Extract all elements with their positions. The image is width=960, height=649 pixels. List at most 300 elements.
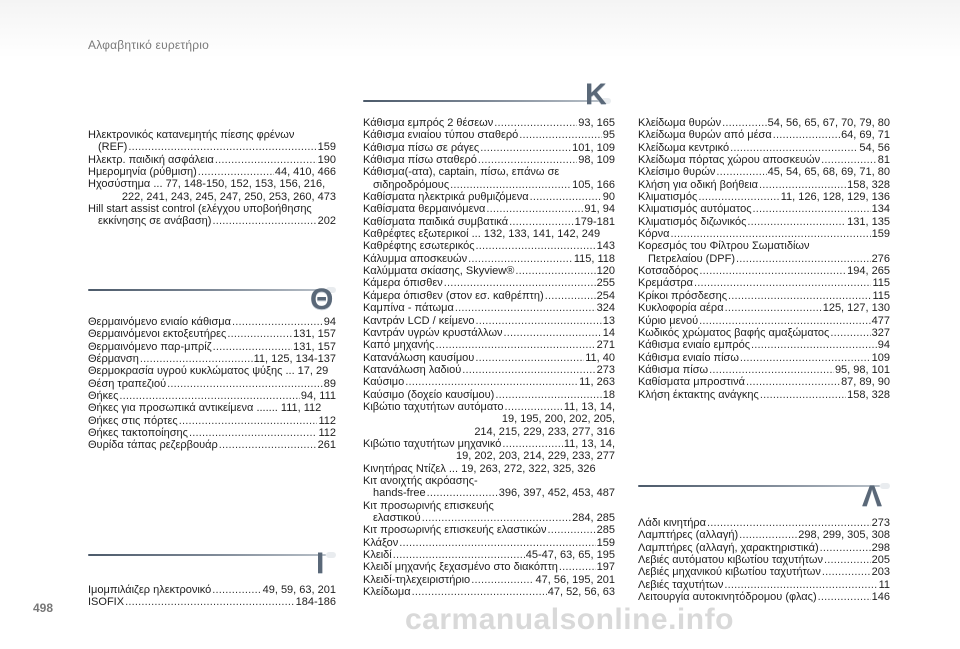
index-entry-pages: 11, 13, 14, <box>563 400 615 413</box>
index-entry <box>363 574 615 586</box>
dot-leader <box>773 129 840 141</box>
index-entry-pages: 11 <box>878 578 890 591</box>
index-entry-term: Κάθισμα πίσω σταθερό <box>363 154 477 167</box>
index-entry <box>363 253 615 265</box>
index-list-eta <box>88 129 336 228</box>
index-entry-pages: 89 <box>323 377 336 390</box>
index-entry-term: Καθίσματα ηλεκτρικά ρυθμιζόμενα <box>363 191 529 204</box>
dot-leader <box>670 228 870 240</box>
watermark: carmanualsonline.info <box>405 603 734 636</box>
index-entry-term: Κιβώτιο ταχυτήτων αυτόματο <box>363 400 504 413</box>
index-entry <box>363 426 615 438</box>
index-entry-term: 222, 241, 243, 245, 247, 250, 253, 260, 473 <box>121 190 336 203</box>
index-entry-term: Ηχοσύστημα ... 77, 148-150, 152, 153, 156, 216, <box>88 178 326 191</box>
dot-leader <box>760 389 846 401</box>
index-entry-term: Κάθισμα ενιαίου τύπου σταθερό <box>363 129 519 142</box>
dot-leader <box>822 566 871 578</box>
index-entry-pages: 159 <box>317 141 336 154</box>
dot-leader <box>820 542 871 554</box>
index-entry-pages: 324 <box>596 302 615 315</box>
index-entry-term: Κρίκοι πρόσδεσης <box>638 289 728 302</box>
index-entry-pages: 98, 109 <box>578 154 615 167</box>
index-entry-term: Λεβιές μηχανικού κιβωτίου ταχυτήτων <box>638 566 821 579</box>
index-entry-pages: 179-181 <box>574 215 615 228</box>
index-entry-pages: 54, 56, 65, 67, 70, 79, 80 <box>767 117 890 129</box>
dot-leader <box>724 579 877 591</box>
index-entry-term: Κιτ ανοιχτής ακρόασης- <box>363 474 478 487</box>
index-entry-term: Κλείδωμα πόρτας χώρου αποσκευών <box>638 154 821 167</box>
dot-leader <box>694 277 872 289</box>
index-entry-pages: 205 <box>871 554 890 567</box>
index-entry <box>638 302 890 314</box>
index-entry <box>88 141 336 153</box>
index-entry-term: Κλιματισμός <box>638 191 698 204</box>
dot-leader <box>716 166 766 178</box>
index-entry <box>363 586 615 598</box>
index-entry-pages: 109 <box>871 351 890 364</box>
index-entry <box>363 302 615 314</box>
index-entry <box>638 277 890 289</box>
section-rule-lambda <box>638 483 890 489</box>
index-entry-term: Κλειδί μηχανής ξεχασμένο στο διακόπτη <box>363 561 558 574</box>
index-entry <box>363 129 615 141</box>
dot-leader <box>495 389 601 401</box>
index-entry-pages: 298 <box>871 541 890 554</box>
index-entry-pages: 261 <box>317 439 336 452</box>
index-entry <box>88 191 336 203</box>
index-entry <box>363 376 615 388</box>
index-entry <box>88 427 336 439</box>
index-entry <box>638 179 890 191</box>
dot-leader <box>545 290 596 302</box>
index-entry <box>363 413 615 425</box>
index-entry <box>88 390 336 402</box>
index-entry-term: Κοτσαδόρος <box>638 265 699 278</box>
section-rule-theta <box>88 287 336 293</box>
index-entry-term: Κατανάλωση καυσίμου <box>363 351 475 364</box>
index-entry <box>638 339 890 351</box>
index-entry-term: Κάθισμα πίσω <box>638 363 709 376</box>
index-entry-pages: 11, 125, 134-137 <box>253 353 336 366</box>
page-header-title: Αλφαβητικό ευρετήριο <box>88 38 210 52</box>
index-entry-pages: 115 <box>872 289 890 302</box>
index-entry-term: Θήκες τακτοποίησης <box>88 427 188 440</box>
dot-leader <box>444 277 596 289</box>
dot-leader <box>699 265 846 277</box>
index-entry-term: Κλάξον <box>363 536 399 549</box>
index-entry-term: σιδηροδρόμους <box>373 178 450 191</box>
index-entry-term: εκκίνησης σε ανάβαση) <box>98 215 212 228</box>
index-entry-term: Κάθισμα ενιαίο εμπρός <box>638 339 750 352</box>
index-entry-pages: 254 <box>596 289 615 302</box>
dot-leader <box>759 179 846 191</box>
index-entry <box>363 401 615 413</box>
index-entry <box>88 178 336 190</box>
index-entry-pages: 131, 157 <box>293 340 336 353</box>
dot-leader <box>140 353 253 365</box>
index-entry <box>363 228 615 240</box>
index-entry <box>638 554 890 566</box>
index-entry-term: Κάθισμα εμπρός 2 θέσεων <box>363 117 494 129</box>
index-list-theta <box>88 316 336 452</box>
index-entry-term: Κυκλοφορία αέρα <box>638 302 724 315</box>
index-list-iota <box>88 584 336 609</box>
index-entry-term: Κιτ προσωρινής επισκευής <box>363 499 494 512</box>
dot-leader <box>119 390 300 402</box>
index-entry <box>363 142 615 154</box>
dot-leader <box>167 378 323 390</box>
dot-leader <box>709 364 834 376</box>
index-entry-pages: 131, 135 <box>847 215 890 228</box>
index-entry-term: Κλείδωμα θυρών <box>638 117 722 129</box>
index-entry-term: Κιβώτιο ταχυτήτων μηχανικό <box>363 437 502 450</box>
dot-leader <box>746 376 840 388</box>
index-entry-term: (REF) <box>98 141 128 154</box>
index-entry <box>638 216 890 228</box>
index-entry-pages: 131, 157 <box>293 328 336 341</box>
index-entry-term: Καθίσματα θερμαινόμενα <box>363 203 486 216</box>
index-entry-pages: 255 <box>596 277 615 290</box>
index-entry-term: Λάδι κινητήρα <box>638 517 706 529</box>
index-entry-term: Κάθισμα πίσω σε ράγες <box>363 141 480 154</box>
dot-leader <box>227 328 292 340</box>
dot-leader <box>393 549 525 561</box>
index-entry <box>363 352 615 364</box>
dot-leader <box>427 487 498 499</box>
index-entry-term: Ηλεκτρονικός κατανεμητής πίεσης φρένων <box>88 129 295 141</box>
dot-leader <box>821 154 877 166</box>
index-entry-pages: 87, 89, 90 <box>841 376 890 389</box>
dot-leader <box>480 142 571 154</box>
index-entry-term: Καθρέφτες εξωτερικοί ... 132, 133, 141, 142, 249 <box>363 228 601 241</box>
dot-leader <box>739 529 797 541</box>
index-entry-term: Λειτουργία αυτοκινητόδρομου (φλας) <box>638 591 817 604</box>
index-entry-pages: 13 <box>602 314 615 327</box>
index-entry <box>363 191 615 203</box>
dot-leader <box>215 154 317 166</box>
index-entry-pages: 159 <box>871 228 890 241</box>
index-entry <box>638 129 890 141</box>
index-entry-pages: 327 <box>871 326 890 339</box>
index-entry <box>88 378 336 390</box>
index-entry-pages: 94, 111 <box>300 390 336 403</box>
index-entry-term: Καθίσματα παιδικά συμβατικά <box>363 215 509 228</box>
index-entry <box>363 216 615 228</box>
index-entry-pages: 285 <box>596 524 615 537</box>
index-entry <box>363 537 615 549</box>
index-entry <box>363 327 615 339</box>
index-entry-pages: 95 <box>602 129 615 142</box>
index-entry <box>363 117 615 129</box>
index-entry-term: Λαμπτήρες (αλλαγή) <box>638 529 739 542</box>
index-entry-pages: 115 <box>872 277 890 290</box>
index-entry-term: Καντράν LCD / κείμενο <box>363 314 475 327</box>
index-entry-term: Ιμομπιλάιζερ ηλεκτρονικό <box>88 584 212 596</box>
index-entry <box>88 316 336 328</box>
dot-leader <box>476 240 596 252</box>
dot-leader <box>736 253 871 265</box>
dot-leader <box>198 166 274 178</box>
index-entry-term: Κλήση έκτακτης ανάγκης <box>638 388 759 401</box>
dot-leader <box>707 517 871 529</box>
index-entry <box>638 579 890 591</box>
index-entry-pages: 90 <box>602 191 615 204</box>
dot-leader <box>547 524 595 536</box>
index-entry <box>363 240 615 252</box>
index-entry <box>638 253 890 265</box>
index-entry-pages: 112 <box>318 414 336 427</box>
index-entry-term: Κλείδωμα <box>363 586 411 599</box>
index-entry <box>638 591 890 603</box>
index-entry-term: Κάμερα όπισθεν (στον εσ. καθρέπτη) <box>363 289 544 302</box>
index-entry-term: Θέρμανση <box>88 353 139 366</box>
dot-leader <box>455 302 596 314</box>
index-entry-term: ελαστικού <box>373 512 421 524</box>
index-entry <box>638 529 890 541</box>
index-entry-term: Κάθισμα ενιαίο πίσω <box>638 351 739 364</box>
index-entry <box>363 561 615 573</box>
index-entry-term: ISOFIX <box>88 596 125 609</box>
dot-leader <box>399 537 595 549</box>
index-entry <box>638 191 890 203</box>
index-entry-pages: 273 <box>596 363 615 376</box>
index-entry-pages: 203 <box>871 566 890 579</box>
index-entry-term: Καύσιμο <box>363 376 405 389</box>
index-entry-term: Λεβιές αυτόματου κιβωτίου ταχυτήτων <box>638 554 823 567</box>
dot-leader <box>530 191 602 203</box>
index-entry-pages: 158, 328 <box>847 178 890 191</box>
index-entry <box>363 500 615 512</box>
dot-leader <box>412 586 547 598</box>
index-entry <box>88 203 336 215</box>
index-entry <box>88 365 336 377</box>
index-entry <box>363 315 615 327</box>
index-entry-pages: 477 <box>871 314 890 327</box>
index-entry-pages: 105, 166 <box>572 178 615 191</box>
dot-leader <box>232 316 323 328</box>
index-entry-term: Κλιματισμός αυτόματος <box>638 203 752 216</box>
index-entry-pages: 159 <box>596 536 615 549</box>
index-entry-pages: 44, 410, 466 <box>274 166 336 179</box>
section-letter-theta: Θ <box>310 283 334 316</box>
dot-leader <box>725 302 822 314</box>
dot-leader <box>515 265 595 277</box>
index-entry-pages: 91, 94 <box>584 203 615 216</box>
index-entry-pages: 125, 127, 130 <box>822 302 890 315</box>
index-entry-term: Ηλεκτρ. παιδική ασφάλεια <box>88 153 214 166</box>
dot-leader <box>698 191 779 203</box>
index-entry-pages: 115, 118 <box>573 252 615 265</box>
index-entry-term: Θήκες <box>88 390 119 403</box>
dot-leader <box>212 215 316 227</box>
index-entry <box>88 166 336 178</box>
index-entry-pages: 112 <box>318 427 336 440</box>
index-entry-term: Καλύμματα σκίασης, Skyview® <box>363 265 515 278</box>
index-entry <box>638 117 890 129</box>
index-entry-term: Καθίσματα μπροστινά <box>638 376 745 389</box>
index-entry <box>363 512 615 524</box>
index-entry <box>638 389 890 401</box>
index-entry-term: Κωδικός χρώματος βαφής αμαξώματος <box>638 326 830 339</box>
index-entry <box>638 166 890 178</box>
index-entry <box>638 542 890 554</box>
dot-leader <box>478 154 577 166</box>
index-entry-pages: 120 <box>596 265 615 278</box>
dot-leader <box>213 341 293 353</box>
index-entry <box>88 341 336 353</box>
dot-leader <box>475 315 601 327</box>
index-entry-pages: 94 <box>877 339 890 352</box>
index-entry <box>363 166 615 178</box>
dot-leader <box>747 216 846 228</box>
index-entry-pages: 11, 40 <box>585 351 615 364</box>
index-entry <box>88 584 336 596</box>
index-entry-pages: 18 <box>602 388 615 401</box>
dot-leader <box>519 129 602 141</box>
index-entry-pages: 54, 56 <box>859 141 890 154</box>
index-entry-pages: 273 <box>871 517 890 529</box>
dot-leader <box>475 352 584 364</box>
dot-leader <box>212 584 261 596</box>
index-entry <box>638 352 890 364</box>
page-number: 498 <box>33 601 54 615</box>
index-entry-term: Ημερομηνία (ρύθμιση) <box>88 166 197 179</box>
index-entry <box>88 154 336 166</box>
index-entry <box>638 290 890 302</box>
index-entry <box>363 290 615 302</box>
index-entry-pages: 11, 13, 14, <box>563 437 615 450</box>
index-entry-term: Κιτ προσωρινής επισκευής ελαστικών <box>363 524 547 537</box>
index-entry-term: 19, 195, 200, 202, 205, <box>501 413 615 426</box>
index-entry-pages: 49, 59, 63, 201 <box>262 584 336 596</box>
index-entry-pages: 284, 285 <box>572 512 615 524</box>
section-letter-lambda: Λ <box>862 480 883 513</box>
index-entry-term: Κλειδί <box>363 549 392 562</box>
dot-leader <box>509 216 573 228</box>
index-entry-pages: 134 <box>871 203 890 216</box>
index-entry-pages: 143 <box>596 240 615 253</box>
index-entry <box>363 265 615 277</box>
index-entry <box>88 129 336 141</box>
index-entry-term: Κάλυμμα αποσκευών <box>363 252 468 265</box>
index-entry-term: Κλείδωμα θυρών από μέσα <box>638 129 772 142</box>
index-entry <box>363 339 615 351</box>
section-letter-iota: Ι <box>316 547 325 580</box>
dot-leader <box>699 315 871 327</box>
index-entry <box>638 228 890 240</box>
index-entry-pages: 95, 98, 101 <box>834 363 890 376</box>
index-entry-pages: 101, 109 <box>572 141 615 154</box>
index-entry-term: Κλήση για οδική βοήθεια <box>638 178 759 191</box>
index-entry-term: 19, 202, 203, 214, 229, 233, 277 <box>455 450 615 463</box>
index-entry <box>363 154 615 166</box>
index-entry-pages: 64, 69, 71 <box>841 129 890 142</box>
dot-leader <box>502 438 562 450</box>
index-entry-term: Καθρέφτης εσωτερικός <box>363 240 475 253</box>
dot-leader <box>128 141 316 153</box>
dot-leader <box>422 512 571 524</box>
index-entry <box>638 265 890 277</box>
index-entry <box>363 475 615 487</box>
index-entry-pages: 47, 52, 56, 63 <box>547 586 615 599</box>
index-entry-term: Hill start assist control (ελέγχου υποβοήθησης <box>88 203 312 216</box>
dot-leader <box>179 415 318 427</box>
index-entry-pages: 94 <box>323 316 336 328</box>
index-entry <box>638 376 890 388</box>
index-entry-term: Θερμοκρασία υγρού κυκλώματος ψύξης ... 17, 29 <box>88 365 329 378</box>
dot-leader <box>468 253 573 265</box>
index-entry <box>638 327 890 339</box>
index-entry-term: Καντράν υγρών κρυστάλλων <box>363 326 503 339</box>
dot-leader <box>559 561 596 573</box>
index-entry-term: Κλιματισμός διζωνικός <box>638 215 747 228</box>
dot-leader <box>722 117 767 129</box>
index-entry-term: Κατανάλωση λαδιού <box>363 363 462 376</box>
index-entry <box>363 549 615 561</box>
index-entry <box>363 463 615 475</box>
index-entry-term: Κλείσιμο θυρών <box>638 166 716 179</box>
index-entry-term: Κάμερα όπισθεν <box>363 277 443 290</box>
dot-leader <box>824 554 871 566</box>
index-entry <box>638 240 890 252</box>
index-entry-pages: 202 <box>317 215 336 228</box>
index-entry-term: Κύριο μενού <box>638 314 699 327</box>
dot-leader <box>471 574 534 586</box>
index-entry-pages: 11, 126, 128, 129, 136 <box>780 191 890 204</box>
index-entry <box>363 487 615 499</box>
index-entry-term: Κλείδωμα κεντρικό <box>638 141 730 154</box>
index-entry-term: Θερμαινόμενο ενιαίο κάθισμα <box>88 316 231 328</box>
index-entry-term: Κλειδί-τηλεχειριστήριο <box>363 573 471 586</box>
index-entry-pages: 298, 299, 305, 308 <box>798 529 890 542</box>
dot-leader <box>751 339 877 351</box>
dot-leader <box>450 179 571 191</box>
index-entry-pages: 45, 54, 65, 68, 69, 71, 80 <box>767 166 890 179</box>
index-entry <box>88 415 336 427</box>
index-entry <box>638 203 890 215</box>
index-list-kappa-col3 <box>638 117 890 401</box>
index-entry-pages: 396, 397, 452, 453, 487 <box>498 487 615 500</box>
index-entry <box>88 439 336 451</box>
index-entry-pages: 271 <box>596 339 615 352</box>
dot-leader <box>753 203 871 215</box>
index-entry <box>363 277 615 289</box>
index-entry-term: Κόρνα <box>638 228 670 241</box>
dot-leader <box>494 117 577 129</box>
index-entry-pages: 197 <box>596 561 615 574</box>
section-rule-iota <box>88 552 336 558</box>
index-entry-term: Θερμαινόμενοι εκτοξευτήρες <box>88 328 227 341</box>
index-entry-pages: 14 <box>602 326 615 339</box>
index-entry-pages: 45-47, 63, 65, 195 <box>525 549 615 562</box>
index-entry-pages: 81 <box>877 154 890 167</box>
index-entry-term: Καπό μηχανής <box>363 339 435 352</box>
index-entry <box>363 524 615 536</box>
dot-leader <box>740 352 871 364</box>
index-entry <box>88 215 336 227</box>
index-entry-pages: 47, 56, 195, 201 <box>535 573 615 586</box>
index-entry-term: Θέση τραπεζιού <box>88 377 167 390</box>
index-entry <box>638 364 890 376</box>
index-entry-term: Θήκες για προσωπικά αντικείμενα ....... 111, 112 <box>88 402 322 415</box>
index-entry <box>363 438 615 450</box>
index-entry-term: 214, 215, 229, 233, 277, 316 <box>474 425 615 438</box>
index-entry <box>363 364 615 376</box>
index-entry-pages: 93, 165 <box>578 117 615 129</box>
index-entry-term: Κάθισμα(-ατα), captain, πίσω, επάνω σε <box>363 166 560 179</box>
index-entry-term: Θυρίδα τάπας ρεζερβουάρ <box>88 439 218 452</box>
dot-leader <box>125 596 295 608</box>
